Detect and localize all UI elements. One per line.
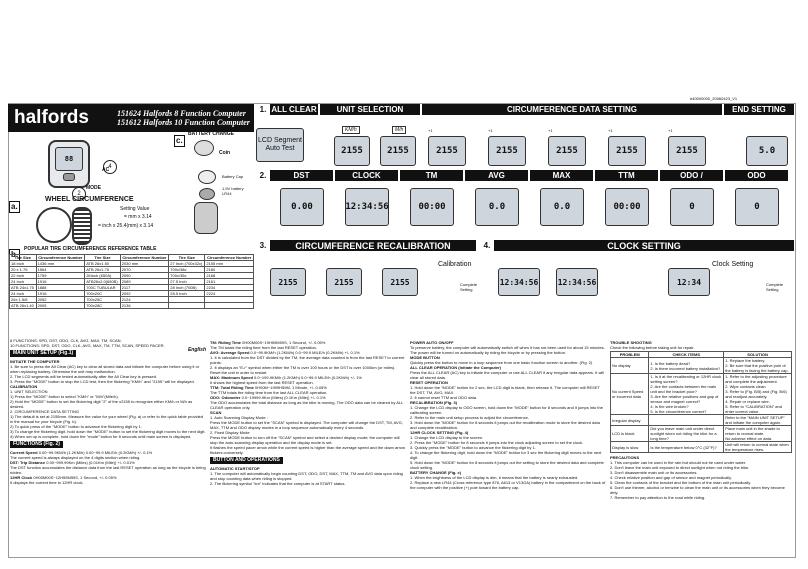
- battery-change-title: BATTERY CHANGE: [188, 131, 235, 137]
- table-cell: ATB 26x1.75: [85, 267, 121, 273]
- th-check: CHECK ITEMS: [649, 352, 724, 358]
- table-cell: ATB 26x1.50: [85, 261, 121, 267]
- function-lcd: 12:34:56: [345, 188, 389, 226]
- coin-label: Coin: [219, 150, 231, 156]
- clock-complete-label: Complete Setting: [766, 282, 784, 292]
- table-cell: 700c/35c: [169, 273, 205, 279]
- tire-table: [9, 254, 254, 309]
- brand-logo: halfords: [14, 107, 89, 128]
- dst-title: DST: Trip Distance: [10, 460, 46, 465]
- init-3: 3. Press the "MODE" button to stop the LCD test, then the flickering "KM/h" and "2155" will be displayed.: [10, 379, 195, 384]
- function-row: [270, 170, 794, 234]
- dst-text: The DST function accumulates the distance data from the last RESET operation as long as the bicycle is being ridden.: [10, 465, 206, 475]
- wheel-icon: [36, 207, 72, 243]
- table-cell: 18 Inch: [10, 261, 37, 267]
- recal-1: 1. Change the LCD display to ODO screen, hold down the "MODE" button for 8 seconds and it jumps into the calibrating screen.: [410, 405, 603, 415]
- table-cell: 1888: [36, 285, 85, 291]
- th-solution: SOLUTION: [724, 352, 792, 358]
- table-row: [611, 442, 792, 453]
- table-cell: 2161: [205, 279, 254, 285]
- recal-2: 2. Refer to the main unit setup process to adjust the circumference.: [410, 415, 529, 420]
- unit-1: 1) Press the "MODE" button to select "KM/h" or "M/h"(Mile/h).: [10, 394, 119, 399]
- table-row: [611, 415, 792, 426]
- battery-cap-label: Battery Cap: [222, 174, 244, 179]
- tm-text: The TM totals the riding time from the last RESET operation.: [210, 345, 318, 350]
- clock-3: 3. Quickly press the "MODE" button to advance the flickering digit by 1.: [410, 445, 536, 450]
- setting-value-label: Setting Value: [120, 206, 150, 212]
- end-setting-bar: END SETTING: [724, 104, 794, 115]
- column-3: [410, 340, 606, 490]
- section-3-number: 3.: [256, 240, 270, 251]
- reset-heading: RESET OPERATION: [410, 380, 448, 385]
- table-cell: 1. Refer to the adjusting procedure and complete the adjustment. 2. Wipe contacts clean. 3. Refer to (Fig. B/5) and (Fig. B/6) and readjust accurately. 4. Repair or replace wire. 5. Refer to "CALIBRATION" and enter correct value.: [724, 374, 792, 415]
- current-speed-spec: 0.00~99.9KM/h (1.2KM/h) 0.00~99.9 MILE/h (0.2KM/h) +/- 0.1%: [38, 450, 153, 455]
- precaution-3: 3. Don't disassemble main unit or its accessories.: [610, 470, 698, 475]
- kmh-label: KM/h: [342, 126, 360, 134]
- function-label: ODO /: [660, 170, 723, 181]
- auto-1: 1. The computer will automatically begin counting DST, ODO, DST, MAX, TTM, TM and AVG data upon riding and stop counting data when riding is stopped.: [210, 471, 403, 481]
- function-lcd: 0.0: [475, 188, 519, 226]
- table-cell: 26x 1.5/8: [10, 297, 37, 303]
- table-cell: 1916: [36, 279, 85, 285]
- table-cell: No current Speed or incorrect data: [611, 374, 649, 415]
- avg-title: AVG: Average Speed: [210, 350, 250, 355]
- function-lcd: 0.0: [540, 188, 584, 226]
- auto-heading: AUTOMATIC START/STOP: [210, 466, 260, 471]
- title-block: [117, 109, 250, 127]
- ttm-spec: 0H00M~1999H59M, 1 Minute, +/- 0.05%: [254, 385, 327, 390]
- tire-icon: [72, 207, 92, 245]
- clock-1: 1. Change the LCD display to the screen.: [410, 435, 484, 440]
- coin-icon: [194, 140, 214, 156]
- table-cell: 20 x 1.75: [10, 267, 37, 273]
- plus-one-label: +1: [608, 128, 613, 133]
- table-cell: 24 Inch: [10, 291, 37, 297]
- odo-text: The ODO accumulates the total distance as long as the bike is moving. The ODO data can be cleared by ALL CLEAR operation only.: [210, 400, 404, 410]
- computer-lcd: 88: [55, 147, 83, 171]
- circ-lcd-row: [428, 128, 724, 164]
- pacer-text: It flashes the speed pacer arrow while the current speed is higher than the average speed and the down arrow flickers conversely.: [210, 445, 406, 455]
- recal-lcd-1: 2155: [270, 268, 306, 296]
- scan-2: 2. Fixed Display Mode: [210, 430, 250, 435]
- avg-spec: 0.0~99.9KM/h (1.2KM/h) 0.0~99.9 MILE/h (0.2KM/h) +/- 0.1%: [250, 350, 360, 355]
- brand-banner: [8, 104, 254, 132]
- dst-spec: 0.00~999.99Km (Miles) (0.01Km (Mile)) +/- 0.01%: [46, 460, 135, 465]
- function-lcd: 0: [670, 188, 714, 226]
- label-b: b.: [11, 250, 19, 259]
- wheel-title: WHEEL CIRCUMFERENCE: [45, 196, 134, 203]
- circ-2: 2) To quick press of the "MODE" button to advance the flickering digit by 1.: [10, 424, 142, 429]
- table-cell: 2092: [120, 291, 169, 297]
- plus-one-label: +1: [548, 128, 553, 133]
- circ-setting-lcd: 2155: [608, 136, 646, 166]
- reset-1: 1. Hold down the "MODE" button for 2 sec, the LCD digit is blank, then release it. The computer will RESET the DST, TM, AVG, MAX.: [410, 385, 600, 395]
- precaution-6: 6. Don't use thinner, alcohol or benzine to clean the main unit or its accessories when they become dirty.: [610, 485, 785, 495]
- init-1: 1. Be sure to press the All Clear (AC) key to clear all stored data and initiate the computer before using it or when replacing battery. Otherwise the unit may malfunction.: [10, 364, 200, 374]
- english-label: English: [187, 347, 206, 353]
- recal-heading: RECALIBRATION (Fig. 3): [410, 400, 458, 405]
- clock-lcd-2: 12:34:56: [556, 268, 598, 296]
- table-cell: 2124: [120, 297, 169, 303]
- battery-1: 1. When the brightness of the LCD display is dim, it means that the battery is nearly exhausted.: [410, 475, 579, 480]
- unit-selection-heading: 1. UNIT SELECTION: [10, 389, 48, 394]
- clock-heading: 12HR CLOCK SETTING (Fig. 4): [410, 430, 469, 435]
- power-heading: POWER AUTO ON/OFF: [410, 340, 454, 345]
- circ-setting-lcd: 2155: [548, 136, 586, 166]
- tire-table-header: [10, 255, 254, 261]
- table-cell: 26Inch (650A): [85, 273, 121, 279]
- title-line-2: 151612 Halfords 10 Function Computer: [116, 118, 250, 127]
- main-unit-setup-heading: MAIN UNIT SETUP (Fig.1): [10, 350, 76, 357]
- title-line-1: 151624 Halfords 8 Function Computer: [116, 109, 246, 118]
- tm-title: TM: Riding Time: [210, 340, 242, 345]
- all-clear-text: Press the ALL CLEAR (AC) key to initiate the computer or use ALL CLEAR if any irregular data appears. It will clear all stored data.: [410, 370, 605, 380]
- plus-one-label: +1: [428, 128, 433, 133]
- reference-table-title: POPULAR TIRE CIRCUMFERENCE REFERENCE TABLE: [24, 246, 157, 252]
- section-4-number: 4.: [480, 240, 494, 251]
- clock-5: 5. Hold down the "MODE" button for 8 seconds it jumps out the setting to store the desired data and complete clock setting.: [410, 460, 604, 470]
- clock-setting-label: Clock Setting: [712, 261, 754, 268]
- section-1-number: 1.: [256, 104, 270, 115]
- circ-1: 1) The default is set at 2155mm. Measure the value for your wheel (Fig. a) or refer to the quick table provided in the manual for your bicycle (Fig. b).: [10, 414, 204, 424]
- ac-label: AC: [102, 167, 110, 173]
- recal-lcd-2: 2155: [326, 268, 362, 296]
- max-title: MAX: Maximum Speed: [210, 375, 253, 380]
- battery-icon: [199, 188, 215, 200]
- column-2: [210, 340, 406, 486]
- clock-lcd-1: 12:34:56: [498, 268, 540, 296]
- table-row: [611, 374, 792, 415]
- precaution-5: 5. Clean the contacts of the bracket and the bottom of the main unit periodically.: [610, 480, 752, 485]
- table-cell: 2117: [120, 285, 169, 291]
- all-clear-heading: ALL CLEAR OPERATION (Initiate the Computer): [410, 365, 501, 370]
- plus-one-label: +1: [668, 128, 673, 133]
- auto-2: 2. The flickering symbol "km" indicates that the computer is at START status.: [210, 481, 346, 486]
- circ-3: 3) To change the flickering digit, hold down the "MODE" button to set the flickering digit moves to the next digit.: [10, 429, 206, 434]
- clock-2: 2. Press the "MODE" button for 8 seconds it jumps into the clock adjusting screen to set the clock.: [410, 440, 584, 445]
- init-heading: INITIATE THE COMPUTER: [10, 359, 60, 364]
- reset-2: 2. It cannot reset TTM and ODO data.: [410, 395, 478, 400]
- precautions-heading: PRECAUTIONS: [610, 455, 640, 460]
- formula-mm: = mm x 3.14: [124, 214, 152, 220]
- calibration-heading: CALIBRATION: [10, 384, 38, 389]
- table-cell: 700x25C: [85, 297, 121, 303]
- clock-title: 12HR Clock: [10, 475, 33, 480]
- table-cell: 700C TUBULAR: [85, 285, 121, 291]
- table-cell: 1916: [36, 291, 85, 297]
- mode-button-heading: MODE BUTTON: [410, 355, 440, 360]
- function-lcd: 00:00: [605, 188, 649, 226]
- th-problem: PROBLEM: [611, 352, 649, 358]
- label-a: a.: [11, 202, 18, 211]
- table-cell: 2224: [205, 291, 254, 297]
- table-cell: 27 Inch (700x32c): [169, 261, 205, 267]
- table-cell: Unit will return to normal state when the temperature rises.: [724, 442, 792, 453]
- mode-label: MODE: [86, 185, 101, 191]
- table-cell: Place main unit in the shade to return to normal state. No adverse effect on data.: [724, 426, 792, 442]
- current-speed-text: The current speed is always displayed on the 4 digits section when riding.: [10, 455, 141, 460]
- battery-cap-icon: [198, 170, 216, 184]
- table-cell: No display: [611, 358, 649, 374]
- doc-code: #40000000_20060423_V1: [690, 96, 738, 101]
- th-circ-2: Circumference Number: [120, 255, 169, 261]
- table-cell: LCD is black: [611, 426, 649, 442]
- th-tire-size-2: Tire Size: [85, 255, 121, 261]
- plus-one-label: +1: [488, 128, 493, 133]
- battery-heading: BATTERY CHANGE (Fig. c): [410, 470, 462, 475]
- table-row: [611, 426, 792, 442]
- precaution-1: 1. This computer can be used in the rain but should not be used under water.: [610, 460, 747, 465]
- circ-setting-heading: 2. CIRCUMFERENCE DATA SETTING: [10, 409, 79, 414]
- battery-spec-label: 1.5V battery LR44: [222, 186, 244, 196]
- th-circ-1: Circumference Number: [36, 255, 85, 261]
- avg-1: 1. It is calculated from the DST divided by the TM, the average data counted is from the last RESET to current points.: [210, 355, 405, 365]
- table-cell: Refer to the "MAIN UNIT SETUP" and initiate the computer again.: [724, 415, 792, 426]
- computer-back-icon: [194, 202, 218, 234]
- table-cell: ATB26x2.0(650B): [85, 279, 121, 285]
- power-text: To preserve battery, the computer will automatically switch off when it has not been used for about 15 minutes. The power will be turned on automatically by riding the bicycle or by pressing the button.: [410, 345, 605, 355]
- table-cell: [169, 303, 205, 309]
- init-2: 2. The LCD segments will be tested automatically after the All Clear key is pressed.: [10, 374, 158, 379]
- table-cell: 22 Inch: [10, 273, 37, 279]
- mh-label: M/h: [392, 126, 406, 134]
- table-cell: 2005: [36, 303, 85, 309]
- table-cell: 1. Is it at the recalibrating or 12HR clock setting screen? 2. Are the contacts between the main unit and the bracket poor? 3. Are the relative positions and gap of sensor and magnet correct? 4. Is the wire broken? 5. Is the circumference correct?: [649, 374, 724, 415]
- computer-illustration: [48, 140, 90, 188]
- function-label: DST: [270, 170, 333, 181]
- function-label: TTM: [595, 170, 658, 181]
- battery-2: 2. Replace a new LR44 (Cross reference type 876, A613 or V13GA) battery in the compartment on the back of the computer with the positive (+) pole toward the battery cap.: [410, 480, 606, 490]
- table-cell: Did you leave main unit under direct sunlight when not riding the bike for a long time?: [649, 426, 724, 442]
- clock-spec: 0H00M00S~12H59M59S, 1 Second, +/- 0.05%: [33, 475, 117, 480]
- table-cell: 700c/38c: [169, 267, 205, 273]
- table-cell: 2052: [36, 297, 85, 303]
- step-number-4: 4: [103, 155, 117, 174]
- function-lcd: 00:00: [410, 188, 454, 226]
- table-cell: 27.5 Inch: [169, 279, 205, 285]
- calibration-label: Calibration: [438, 261, 472, 268]
- table-cell: 28 Inch (700B): [169, 285, 205, 291]
- circ-setting-lcd: 2155: [488, 136, 526, 166]
- table-cell: 2090: [120, 273, 169, 279]
- function-lcd: 0.00: [280, 188, 324, 226]
- lcd-unit-kmh: 2155: [334, 136, 370, 166]
- table-cell: 1759: [36, 273, 85, 279]
- avg-2: 2. It displays an "E-r" symbol when either the TM is over 100 hours or the DST is over 1000km (or miles). Reset the unit in order to restart.: [210, 365, 396, 375]
- table-cell: 2168: [205, 273, 254, 279]
- functions-8: 8 FUNCTIONS: SPD, DST, ODO, CLK, AVG, MAX, TM, SCAN.: [10, 338, 122, 343]
- table-cell: 2155 mm: [205, 261, 254, 267]
- precaution-4: 4. Check relative position and gap of sensor and magnet periodically.: [610, 475, 732, 480]
- table-cell: 1436 mm: [36, 261, 85, 267]
- column-4: [610, 340, 792, 500]
- tm-spec: 0H00M00S~19H59M59S, 1 Second, +/- 0.05%: [242, 340, 326, 345]
- all-clear-bar: ALL CLEAR: [271, 105, 317, 114]
- ttm-title: TTM: Total Riding Time: [210, 385, 254, 390]
- function-label: TM: [400, 170, 463, 181]
- precaution-2: 2. Don't leave the main unit exposed to direct sunlight when not riding the bike.: [610, 465, 750, 470]
- table-cell: Irregular display: [611, 415, 649, 426]
- trouble-table-body: [611, 358, 792, 453]
- table-cell: [205, 303, 254, 309]
- odo-title: ODO: Odometer: [210, 395, 241, 400]
- table-cell: 1. Replace the battery. 2. Be sure that the positive pole of the battery is facing the battery cap.: [724, 358, 792, 374]
- current-speed-title: Current Speed: [10, 450, 38, 455]
- table-row: [10, 303, 254, 309]
- function-label: MAX: [530, 170, 593, 181]
- circ-setting-lcd: 2155: [428, 136, 466, 166]
- table-cell: 1. Is the battery dead? 2. Is there incorrect battery installation?: [649, 358, 724, 374]
- max-text: It shows the highest speed from the last RESET operation.: [210, 380, 314, 385]
- circ-setting-lcd: 2155: [668, 136, 706, 166]
- scan-title: SCAN: [210, 410, 222, 415]
- table-row: [10, 261, 254, 267]
- lcd-end-setting: 5.0: [746, 136, 788, 166]
- step-number-2: 2: [72, 182, 86, 201]
- scan-1-text: Press the MODE button to set the "SCAN" symbol is displayed. The computer will change the DST, TM, AVG, MAX, TTM and ODO display modes in a loop sequence automatically every 4 seconds.: [210, 420, 403, 430]
- table-cell: ATB 24x1.75: [10, 285, 37, 291]
- function-label: ODO: [725, 170, 788, 181]
- recal-3: 3. Hold down the "MODE" button for 8 seconds it jumps out the recalibration mode to store the desired data and complete recalibration.: [410, 420, 600, 430]
- column-1: [10, 338, 206, 485]
- tire-table-body: [10, 261, 254, 309]
- table-cell: 2089: [120, 279, 169, 285]
- table-cell: [649, 415, 724, 426]
- table-cell: 2136: [120, 303, 169, 309]
- formula-inch: = inch x 25.4(mm) x 3.14: [98, 223, 154, 229]
- recal-lcd-3: 2155: [382, 268, 418, 296]
- precaution-7: 7. Remember to pay attention to the road while riding.: [610, 495, 706, 500]
- scan-2-text: Press the MODE button to turn off the "SCAN" symbol and select a desired display mode; the computer will stop the auto-scanning display operation and the display mode is set.: [210, 435, 400, 445]
- circ-recal-bar: CIRCUMFERENCE RECALIBRATION: [270, 240, 476, 251]
- table-cell: 1564: [36, 267, 85, 273]
- trouble-sub: Check the following before taking unit for repair.: [610, 345, 695, 350]
- functions-heading: FUNCTIONS (Fig. 2): [10, 441, 63, 448]
- table-cell: Is the temperature below 0°C (32°F)?: [649, 442, 724, 453]
- mode-button-text: Quickly press the button to move in a loop sequence from one basic function screen to another. (Fig. 2): [410, 360, 593, 365]
- table-cell: 2234: [205, 285, 254, 291]
- lcd-unit-mh: 2155: [380, 136, 416, 166]
- unit-2: 2) Hold the "MODE" button to set the flickering digit "2" of the x2155 to recognize either KM/h or M/h as desired.: [10, 399, 193, 409]
- table-cell: ATB 26x1.40: [10, 303, 37, 309]
- table-cell: 24 Inch: [10, 279, 37, 285]
- circ-data-setting-bar: CIRCUMFERENCE DATA SETTING: [422, 104, 722, 115]
- odo-spec: 0.0~19999.9Km (Miles) (0.1Km (Mile)) +/- 0.1%: [241, 395, 326, 400]
- table-row: [611, 358, 792, 374]
- max-spec: 0.0~199.9KM/h (1.2KM/h) 0.0~99.9 MILE/h (0.2KM/h) +/- 1%: [254, 375, 362, 380]
- scan-1: 1. Auto Scanning Display Mode :: [210, 415, 268, 420]
- th-circ-3: Circumference Number: [205, 255, 254, 261]
- section-2-number: 2.: [256, 170, 270, 181]
- th-tire-size-1: Tire Size: [10, 255, 37, 261]
- table-cell: 2070: [120, 267, 169, 273]
- lcd-segment-test: LCD Segment Auto Test: [256, 128, 304, 162]
- function-label: AVG: [465, 170, 528, 181]
- unit-selection-bar: UNIT SELECTION: [320, 104, 420, 115]
- table-cell: 700x28C: [85, 303, 121, 309]
- button-operations-heading: BUTTON AND OPERATIONS: [210, 457, 283, 464]
- functions-10: 10 FUNCTIONS: SPD, DST, ODO, CLK, AVG, MAX, TM, TTM, SCAN, SPEED PACER.: [10, 343, 165, 348]
- table-cell: 2180: [205, 267, 254, 273]
- table-cell: 2030 mm: [120, 261, 169, 267]
- clock-4: 4. To change the flickering digit, hold down the "MODE" button for 3 sec the flickering digit moves to the next digit.: [410, 450, 602, 460]
- table-cell: 700x20C: [85, 291, 121, 297]
- function-label: CLOCK: [335, 170, 398, 181]
- clock-text: It displays the current time in 12HR clock.: [10, 480, 84, 485]
- circ-4: 4) When set up is complete, hold down the "mode" button for 8 seconds until main screen is displayed.: [10, 434, 192, 439]
- clock-lcd-3: 12:34: [668, 268, 710, 296]
- th-tire-size-3: Tire Size: [169, 255, 205, 261]
- computer-button: [63, 173, 75, 181]
- recal-complete-label: Complete Setting: [460, 282, 478, 292]
- ttm-text: The TTM totals the riding time from the last ALL CLEAR operation.: [210, 390, 328, 395]
- table-cell: 28.5 Inch: [169, 291, 205, 297]
- function-lcd: 0: [735, 188, 779, 226]
- clock-setting-bar: CLOCK SETTING: [494, 240, 794, 251]
- trouble-heading: TROUBLE SHOOTING: [610, 340, 652, 345]
- label-c: c.: [176, 136, 183, 145]
- trouble-table: [610, 351, 792, 453]
- table-cell: Display is slow: [611, 442, 649, 453]
